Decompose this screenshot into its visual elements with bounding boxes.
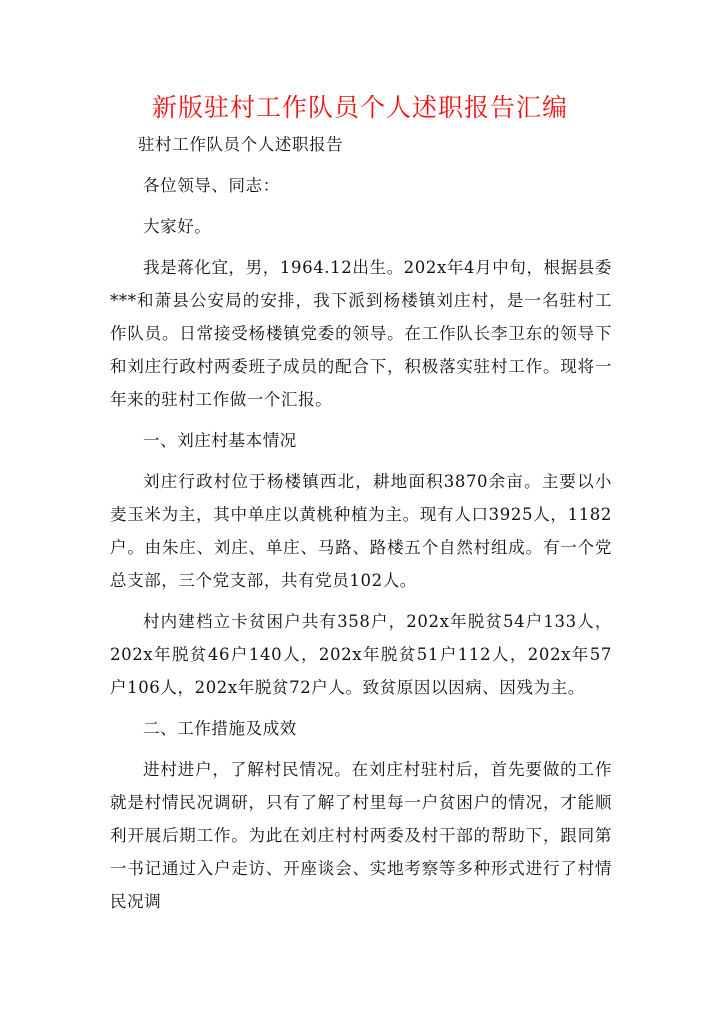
document-title: 新版驻村工作队员个人述职报告汇编 <box>151 93 568 122</box>
greeting: 大家好。 <box>143 217 212 236</box>
salutation: 各位领导、同志： <box>143 176 280 195</box>
intro-paragraph: 我是蒋化宜，男，1964.12出生。202x年4月中旬，根据县委***和萧县公安局的安排，我下派到杨楼镇刘庄村，是一名驻村工作队员。日常接受杨楼镇党委的领导。在工作队长李卫东的领导下和刘庄行政村两委班子成员的配合下，积极落实驻村工作。现将一年来的驻村工作做一个汇报。 <box>110 258 612 409</box>
poverty-info-paragraph: 村内建档立卡贫困户共有358户，202x年脱贫54户133人，202x年脱贫46户140人，202x年脱贫51户112人，202x年57户106人，202x年脱贫72户人。致贫原因以因病、因残为主。 <box>110 612 612 697</box>
report-subtitle: 驻村工作队员个人述职报告 <box>138 135 344 154</box>
section-heading-1: 一、刘庄村基本情况 <box>143 431 297 450</box>
document-body <box>110 128 612 926</box>
village-info-paragraph: 刘庄行政村位于杨楼镇西北，耕地面积3870余亩。主要以小麦玉米为主，其中单庄以黄桃种植为主。现有人口3925人，1182户。由朱庄、刘庄、单庄、马路、路楼五个自然村组成。有一个党总支部，三个党支部，共有党员102人。 <box>110 472 612 590</box>
section-heading-2: 二、工作措施及成效 <box>143 719 297 738</box>
measures-paragraph: 进村进户，了解村民情况。在刘庄村驻村后，首先要做的工作就是村情民况调研，只有了解了村里每一户贫困户的情况，才能顺利开展后期工作。为此在刘庄村村两委及村干部的帮助下，跟同第一书记通过入户走访、开座谈会、实地考察等多种形式进行了村情民况调 <box>110 760 612 911</box>
